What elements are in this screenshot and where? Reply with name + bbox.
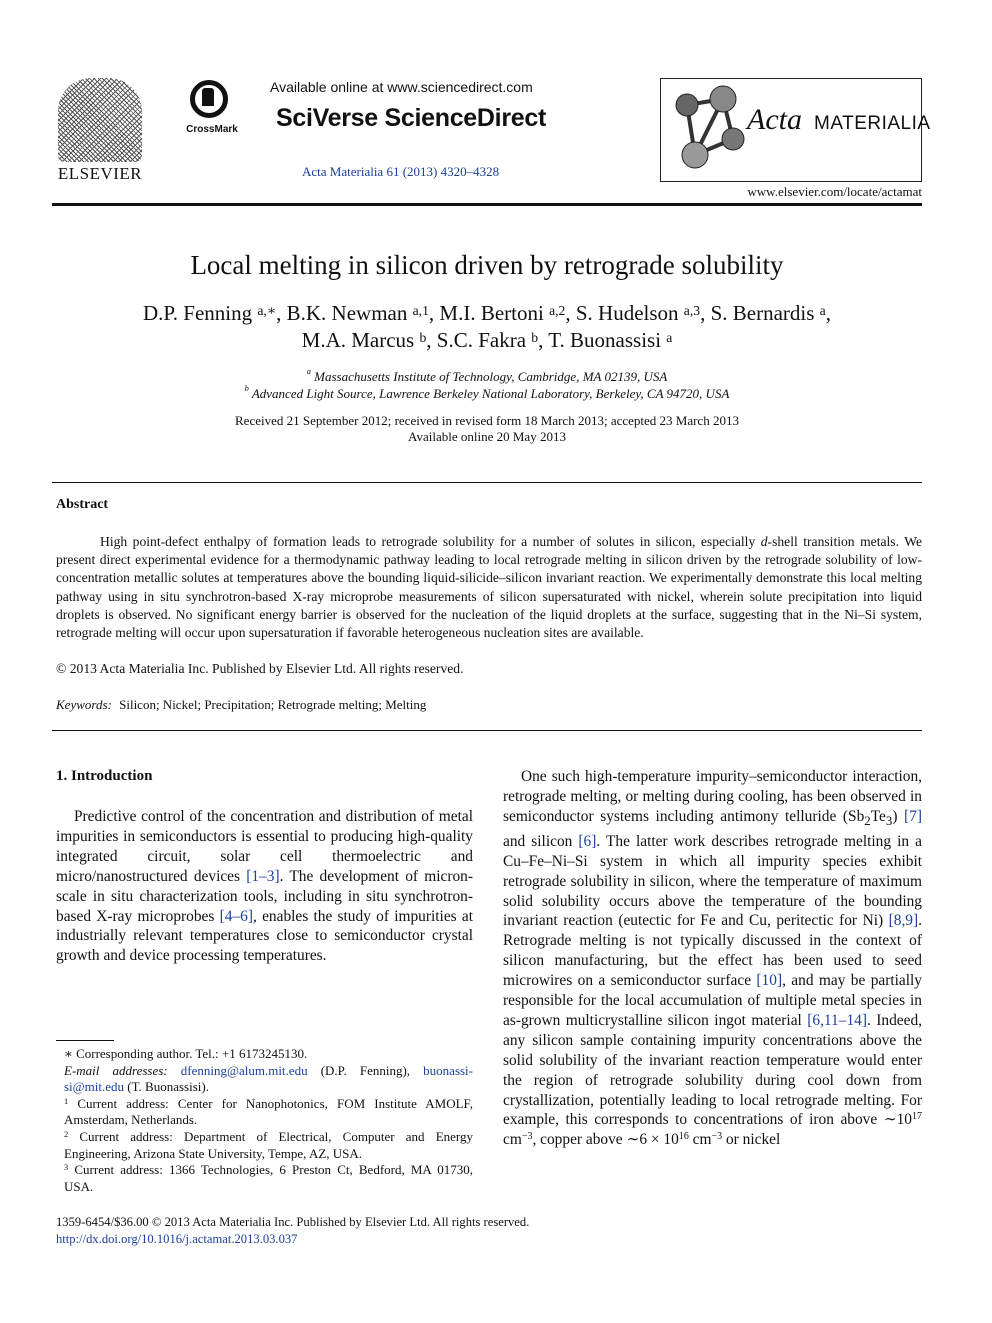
intro-right-column: One such high-temperature impurity–semiconductor interaction, retrograde melting, or melting during cooling, has been observed in semiconductor systems including antimony telluride $(Sb_2Te_3)$ [7] and silicon [6]. The latter work describes retrograde melting in a Cu–Fe–Ni–Si system in which all impurity species exhibit retrograde solubility in silicon, where the temperature of maximum solid solubility occurs above the temperature of the bounding invariant reaction (eutectic for Fe and Cu, peritectic for Ni) [8,9]. Retrograde melting is not typically discussed in the context of silicon manufacturing, but the effect has been used to seed microwires on a semiconductor surface [10], and may be partially responsible for the local accumulation of multiple metal species in as-grown multicrystalline silicon ingot material [6,11–14]. Indeed, any silicon sample containing impurity concentrations above the solid solubility of the invariant reaction temperature would enter the region of retrograde solubility during cool down from crystallization, potentially leading to local retrograde melting. For example, this corresponds to concentrations of iron above $\sim 10^{17}$ $cm^{-3}$, copper above ∼6 × $10^{16}$ $cm^{-3}$ or nickel [503, 768, 922, 1149]
citation-link[interactable]: [4–6] [219, 907, 253, 925]
crossmark-badge[interactable] [184, 80, 240, 140]
author-list [52, 300, 922, 354]
footnote-email: E-mail addresses: dfenning@alum.mit.edu (D.P. Fenning), buonassi-si@mit.edu (T. Buonassisi). [64, 1062, 474, 1095]
citation-link[interactable]: [10] [756, 972, 783, 990]
elsevier-tree-icon [58, 78, 142, 162]
elsevier-logo [52, 78, 148, 184]
journal-logo [660, 78, 931, 182]
abstract-text: High point-defect enthalpy of formation leads to retrograde solubility for a number of solutes in silicon, especially d-shell transition metals. We present direct experimental evidence for a thermodynamic pathway leading to local retrograde melting in silicon driven by the retrograde solubility of low-concentration metallic solutes at temperatures above the bounding liquid-silicide–silicon invariant reaction. We experimentally demonstrate this local melting pathway using in situ synchrotron-based X-ray microprobe measurements of silicon supersaturated with nickel, wherein solute precipitation into liquid droplets is observed. No significant energy barrier is observed for the nucleation of the liquid droplets at the surface, suggesting that in the Ni–Si system, retrograde melting will occur upon supersaturation if favorable heterogeneous nucleation sites are available. [56, 534, 922, 641]
journal-reference-link[interactable]: Acta Materialia 61 (2013) 4320–4328 [302, 164, 500, 179]
journal-logo-word-acta: Acta [747, 103, 802, 136]
author: D.P. Fenning $^{a,∗}$, [143, 301, 287, 325]
footnote-rule [56, 1040, 114, 1041]
citation-link[interactable]: [6] [578, 832, 597, 850]
citation-link[interactable]: [6,11–14] [807, 1011, 867, 1029]
journal-url[interactable]: www.elsevier.com/locate/actamat [747, 184, 922, 199]
footnote-corresponding: ∗ Corresponding author. Tel.: +1 6173245130. [64, 1046, 308, 1061]
abstract-heading: Abstract [56, 497, 109, 512]
doi-link[interactable]: http://dx.doi.org/10.1016/j.actamat.2013.03.037 [56, 1232, 298, 1246]
citation-link[interactable]: [8,9] [888, 912, 919, 930]
received-dates: Received 21 September 2012; received in revised form 18 March 2013; accepted 23 March 2013 [235, 413, 739, 428]
issn-line: 1359-6454/$36.00 © 2013 Acta Materialia Inc. Published by Elsevier Ltd. All rights reserved. [56, 1215, 530, 1229]
crossmark-label: CrossMark [186, 124, 238, 135]
publisher-name: ELSEVIER [57, 164, 143, 183]
available-online: Available online at www.sciencedirect.com [270, 79, 533, 95]
available-date: Available online 20 May 2013 [408, 429, 566, 444]
affiliation-a: $^a$ Massachusetts Institute of Technology, Cambridge, MA 02139, USA [306, 366, 668, 384]
author: T. Buonassisi $^a$ [548, 328, 673, 352]
footnote-3: $^3$ Current address: 1366 Technologies, 6 Preston Ct, Bedford, MA 01730, USA. [64, 1162, 473, 1194]
affiliation-b: $^b$ Advanced Light Source, Lawrence Berkeley National Laboratory, Berkeley, CA 94720, USA [244, 383, 730, 401]
citation-link[interactable]: [7] [904, 807, 922, 825]
section-heading-introduction: 1. Introduction [56, 768, 153, 784]
keywords: Keywords: Silicon; Nickel; Precipitation; Retrograde melting; Melting [56, 697, 427, 712]
article-title: Local melting in silicon driven by retrograde solubility [190, 250, 784, 280]
footnote-1: $^1$ Current address: Center for Nanophotonics, FOM Institute AMOLF, Amsterdam, Netherlands. [64, 1095, 473, 1128]
abstract-copyright: © 2013 Acta Materialia Inc. Published by Elsevier Ltd. All rights reserved. [56, 661, 464, 676]
molecule-icon [667, 83, 749, 177]
email-link[interactable]: buonassi-si@mit.edu [64, 1062, 474, 1095]
author: S. Bernardis $^a$, [710, 301, 831, 325]
author: M.A. Marcus $^b$, [301, 328, 437, 352]
crossmark-flag-icon [202, 88, 214, 106]
email-link[interactable]: dfenning@alum.mit.edu [180, 1062, 308, 1078]
journal-logo-word-materialia: MATERIALIA [814, 113, 931, 134]
author: B.K. Newman $^{a,1}$, [286, 301, 440, 325]
intro-left-column: Predictive control of the concentration and distribution of metal impurities in semiconductors is essential to producing high-quality integrated circuit, solar cell thermoelectric and micro/nanostructured devices [1–3]. The development of micron-scale in situ characterization tools, including in situ synchrotron-based X-ray microprobes [4–6], enables the study of impurities at industrially relevant temperatures close to semiconductor crystal growth and device processing temperatures. [56, 808, 473, 965]
author: S. Hudelson $^{a,3}$, [575, 301, 711, 325]
header-rule [52, 203, 922, 206]
citation-link[interactable]: [1–3] [246, 867, 280, 885]
author: M.I. Bertoni $^{a,2}$, [439, 301, 576, 325]
abstract-top-rule [52, 482, 922, 483]
author: S.C. Fakra $^b$, [436, 328, 549, 352]
footnotes [56, 1046, 473, 1195]
platform-name: SciVerse ScienceDirect [276, 104, 546, 132]
footnote-2: $^2$ Current address: Department of Electrical, Computer and Energy Engineering, Arizona State University, Tempe, AZ, USA. [64, 1128, 474, 1161]
abstract-bottom-rule [52, 730, 922, 731]
